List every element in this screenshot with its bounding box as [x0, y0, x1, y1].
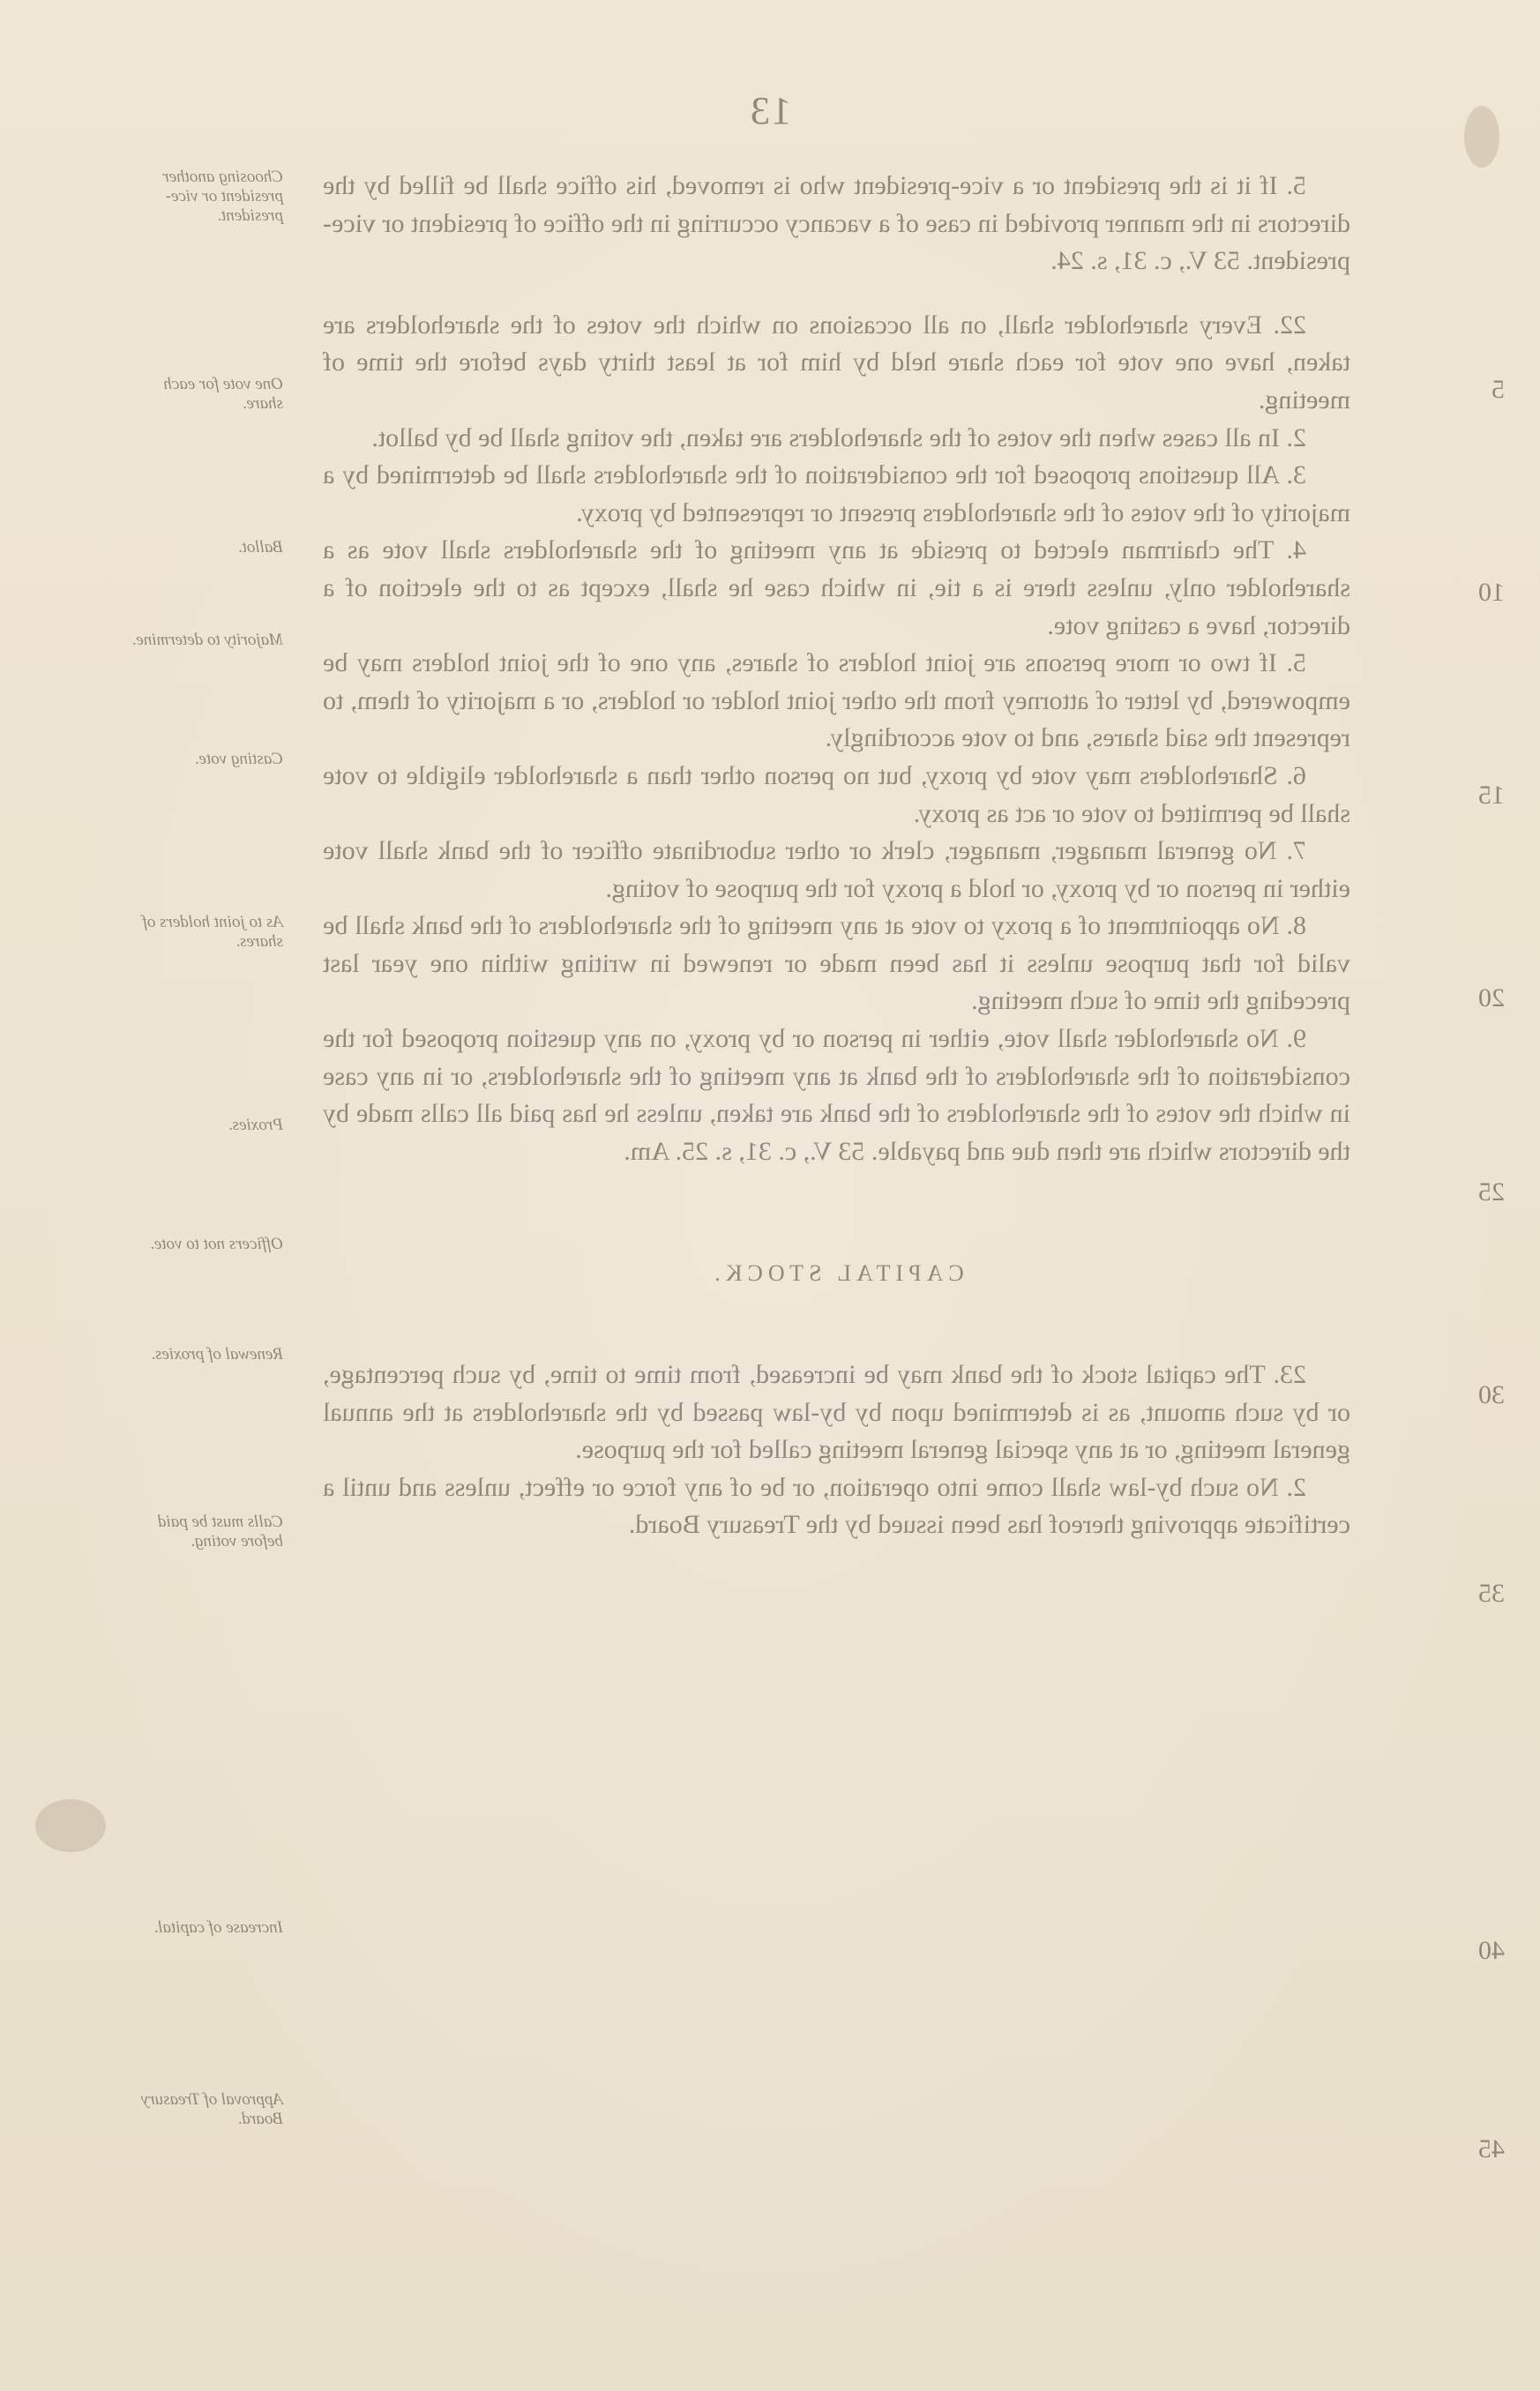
margin-note: Choosing another president or vice-president. — [162, 168, 283, 225]
paragraph: 6. Shareholders may vote by proxy, but no person other than a shareholder eligible to vote shall be permitted to vote or act as proxy. — [323, 760, 1350, 828]
paragraph: 22. Every shareholder shall, on all occasions on which the votes of the shareholders are taken, have one vote for each share held by him for at least thirty days before the time of meeting. — [323, 310, 1350, 415]
paragraph: 4. The chairman elected to preside at any meeting of the shareholders shall vote as a shareholder only, unless there is a tie, in which case he shall, except as to the election of a director, have a casting vote. — [323, 535, 1350, 640]
paragraph: 7. No general manager, manager, clerk or other subordinate officer of the bank shall vote either in person or by proxy, or hold a proxy for the purpose of voting. — [323, 836, 1350, 903]
line-number: 45 — [1478, 2134, 1505, 2163]
line-number: 25 — [1478, 1177, 1505, 1207]
page-number: 13 — [749, 89, 791, 132]
paragraph: 2. No such by-law shall come into operation, or be of any force or effect, unless and until a certificate approving thereof has been issued by the Treasury Board. — [323, 1472, 1350, 1540]
margin-note: One vote for each share. — [163, 375, 283, 413]
margin-note: Proxies. — [228, 1116, 283, 1134]
line-number: 10 — [1478, 578, 1505, 607]
line-number: 40 — [1478, 1936, 1505, 1965]
margin-note: As to joint holders of shares. — [142, 913, 283, 951]
section-heading: CAPITAL STOCK. — [709, 1260, 964, 1287]
margin-note: Calls must be paid before voting. — [158, 1513, 283, 1550]
margin-note: Officers not to vote. — [150, 1235, 283, 1253]
line-number: 35 — [1478, 1579, 1505, 1608]
line-number: 30 — [1478, 1380, 1505, 1409]
paragraph: 8. No appointment of a proxy to vote at any meeting of the shareholders of the bank shall be valid for that purpose unless it has been made or renewed in writing within one year last preceding the time of such meeting. — [323, 911, 1350, 1016]
line-number: 5 — [1491, 375, 1505, 404]
margin-note: Approval of Treasury Board. — [140, 2090, 283, 2128]
paragraph: 3. All questions proposed for the consideration of the shareholders shall be determined by a majority of the votes of the shareholders present or represented by proxy. — [323, 460, 1350, 527]
margin-note: Ballot. — [237, 538, 283, 557]
margin-note: Casting vote. — [194, 750, 283, 768]
paragraph: 5. If it is the president or a vice-president who is removed, his office shall be filled by the directors in the manner provided in case of a vacancy occurring in the office of president or vice-president. 53 V., c. 31, s. 24. — [323, 171, 1350, 276]
margin-note: Renewal of proxies. — [151, 1345, 283, 1364]
line-number: 15 — [1478, 781, 1505, 810]
paragraph: 2. In all cases when the votes of the shareholders are taken, the voting shall be by ballot. — [371, 422, 1306, 452]
statute-text — [323, 168, 1350, 1544]
margin-note: Majority to determine. — [131, 631, 283, 649]
paragraph: 9. No shareholder shall vote, either in person or by proxy, on any question proposed for the consideration of the shareholders of the bank at any meeting of the shareholders, or in any case in which the votes of the shareholders of the bank are taken, unless he has paid all calls made by the directors which are then due and payable. 53 V., c. 31, s. 25. Am. — [323, 1024, 1350, 1166]
paragraph: 5. If two or more persons are joint holders of shares, any one of the joint holders may be empowered, by letter of attorney from the other joint holder or holders, or a majority of them, to represent the said shares, and to vote accordingly. — [323, 648, 1350, 753]
paragraph: 23. The capital stock of the bank may be increased, from time to time, by such percentage, or by such amount, as is determined upon by by-law passed by the shareholders at the annual general meeting, or at any special general meeting called for the purpose. — [323, 1360, 1350, 1465]
margin-note: Increase of capital. — [153, 1918, 283, 1937]
line-number: 20 — [1478, 983, 1505, 1012]
